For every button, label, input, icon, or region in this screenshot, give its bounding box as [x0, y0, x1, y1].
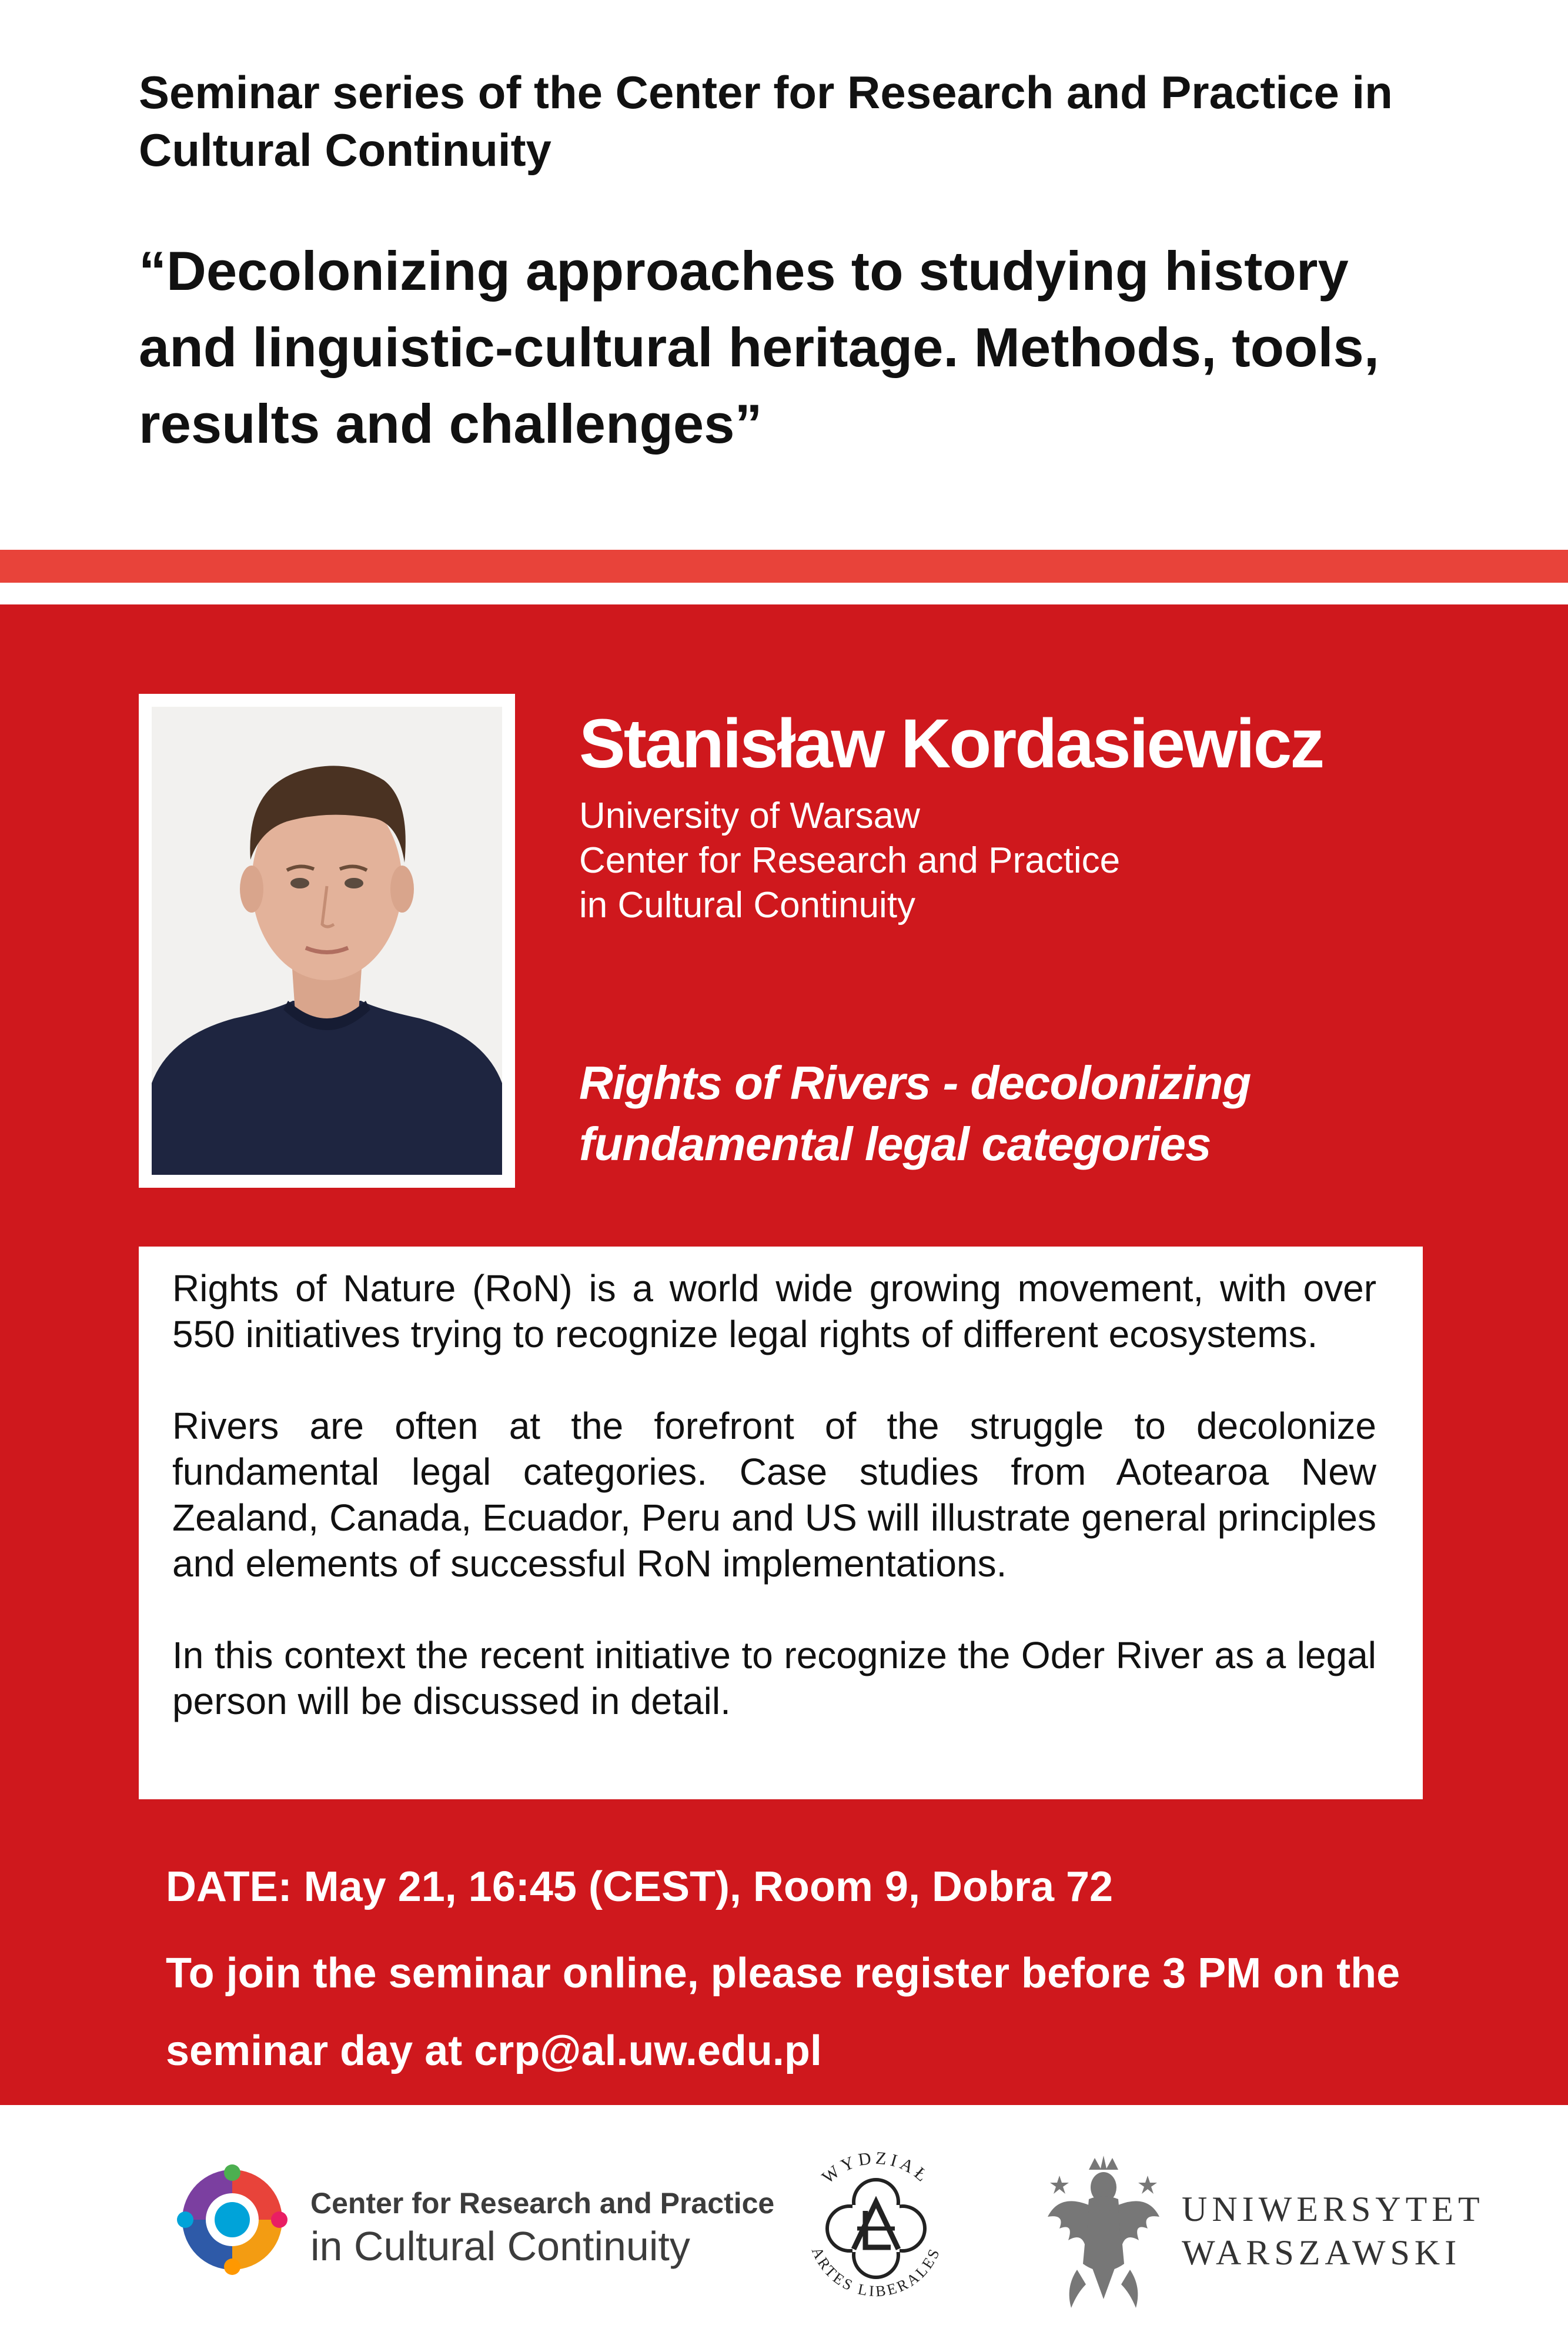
speaker-portrait-image	[152, 707, 502, 1175]
speaker-affiliation	[579, 794, 1402, 928]
abstract-paragraph: Rivers are often at the forefront of the struggle to decolonize fundamental legal categories. Case studies from Aotearoa New Zealand, Canada, Ecuador, Peru and US will illustrate general principles and elements of successful RoN implementations.	[172, 1405, 1376, 1585]
artes-liberales-logo	[788, 2140, 964, 2317]
eagle-emblem-icon	[1042, 2152, 1165, 2317]
crp-logo-line: in Cultural Continuity	[310, 2223, 690, 2269]
al-top-text: WYDZIAŁ	[818, 2148, 934, 2188]
abstract-box	[139, 1247, 1423, 1799]
al-bottom-text: ARTES LIBERALES	[808, 2244, 944, 2300]
uw-logo-line: UNIWERSYTET	[1182, 2190, 1485, 2229]
online-registration-line: To join the seminar online, please register before 3 PM on the seminar day at crp@al.uw.edu.pl	[166, 1950, 1400, 2074]
event-date-line: DATE: May 21, 16:45 (CEST), Room 9, Dobra 72	[166, 1863, 1114, 1910]
talk-title: Rights of Rivers - decolonizing fundamental legal categories	[579, 1057, 1251, 1170]
uw-logo-line: WARSZAWSKI	[1182, 2233, 1462, 2272]
affiliation-line: in Cultural Continuity	[579, 885, 916, 926]
abstract-paragraph: In this context the recent initiative to recognize the Oder River as a legal person will be discussed in detail.	[172, 1634, 1376, 1722]
speaker-name: Stanisław Kordasiewicz	[579, 705, 1323, 783]
uw-logo-text	[1182, 2187, 1485, 2274]
crp-logo-icon	[176, 2164, 288, 2276]
seminar-title: “Decolonizing approaches to studying history and linguistic-cultural heritage. Methods, tools, results and challenges”	[139, 240, 1379, 455]
crp-logo-text	[310, 2186, 774, 2270]
abstract-paragraph: Rights of Nature (RoN) is a world wide growing movement, with over 550 initiatives trying to recognize legal rights of different ecosystems.	[172, 1267, 1376, 1355]
crp-logo-line: Center for Research and Practice	[310, 2187, 775, 2220]
speaker-photo	[152, 707, 502, 1175]
abstract-text	[172, 1265, 1376, 1724]
affiliation-line: Center for Research and Practice	[579, 840, 1121, 881]
accent-stripe	[0, 550, 1568, 583]
series-title: Seminar series of the Center for Research and Practice in Cultural Continuity	[139, 66, 1393, 176]
speaker-photo-frame	[139, 694, 515, 1188]
affiliation-line: University of Warsaw	[579, 796, 920, 836]
